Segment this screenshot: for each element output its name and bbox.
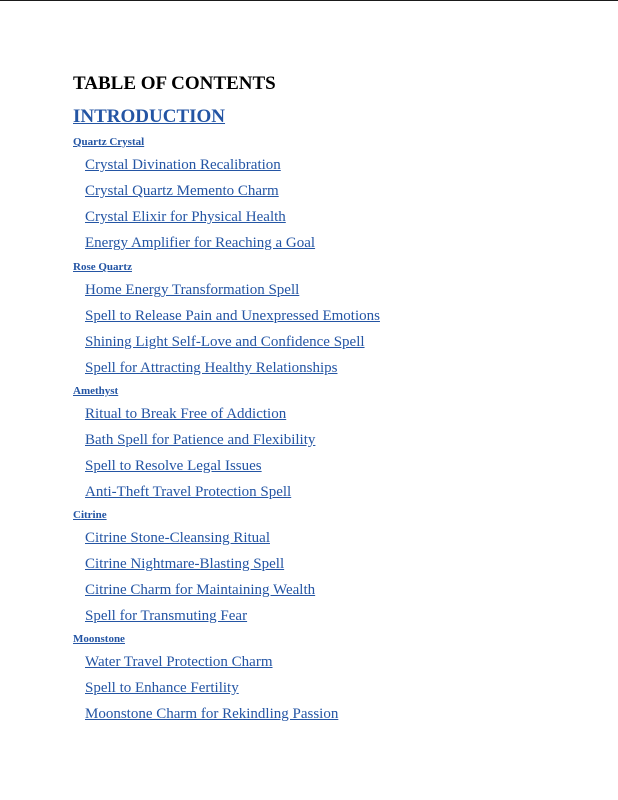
toc-title: TABLE OF CONTENTS	[73, 73, 276, 94]
toc-entry[interactable]: Spell to Enhance Fertility	[85, 680, 239, 696]
toc-section-amethyst[interactable]: Amethyst	[73, 385, 119, 397]
toc-entry[interactable]: Home Energy Transformation Spell	[85, 282, 300, 298]
toc-section-moonstone[interactable]: Moonstone	[73, 633, 125, 645]
toc-entry[interactable]: Spell for Transmuting Fear	[85, 608, 248, 624]
toc-entry[interactable]: Spell to Release Pain and Unexpressed Emotions	[85, 308, 380, 324]
toc-entry[interactable]: Shining Light Self-Love and Confidence Spell	[85, 334, 365, 350]
toc-entry[interactable]: Citrine Nightmare-Blasting Spell	[85, 556, 285, 572]
toc-section-quartz-crystal[interactable]: Quartz Crystal	[73, 136, 145, 148]
toc-entry[interactable]: Water Travel Protection Charm	[85, 654, 273, 670]
toc-entry[interactable]: Anti-Theft Travel Protection Spell	[85, 484, 292, 500]
toc-link-introduction[interactable]: INTRODUCTION	[73, 106, 226, 127]
toc-section-citrine[interactable]: Citrine	[73, 509, 107, 521]
toc-entry[interactable]: Bath Spell for Patience and Flexibility	[85, 432, 316, 448]
toc-entry[interactable]: Crystal Quartz Memento Charm	[85, 183, 279, 199]
toc-entry[interactable]: Citrine Stone-Cleansing Ritual	[85, 530, 270, 546]
toc-entry[interactable]: Spell to Resolve Legal Issues	[85, 458, 262, 474]
toc-entry[interactable]: Moonstone Charm for Rekindling Passion	[85, 706, 339, 722]
toc-entry[interactable]: Crystal Divination Recalibration	[85, 157, 281, 173]
page-top-border	[0, 0, 618, 1]
toc-entry[interactable]: Ritual to Break Free of Addiction	[85, 406, 287, 422]
toc-entry[interactable]: Citrine Charm for Maintaining Wealth	[85, 582, 316, 598]
toc-entry[interactable]: Crystal Elixir for Physical Health	[85, 209, 286, 225]
toc-section-rose-quartz[interactable]: Rose Quartz	[73, 261, 132, 273]
toc-entry[interactable]: Spell for Attracting Healthy Relationships	[85, 360, 338, 376]
toc-entry[interactable]: Energy Amplifier for Reaching a Goal	[85, 235, 316, 251]
